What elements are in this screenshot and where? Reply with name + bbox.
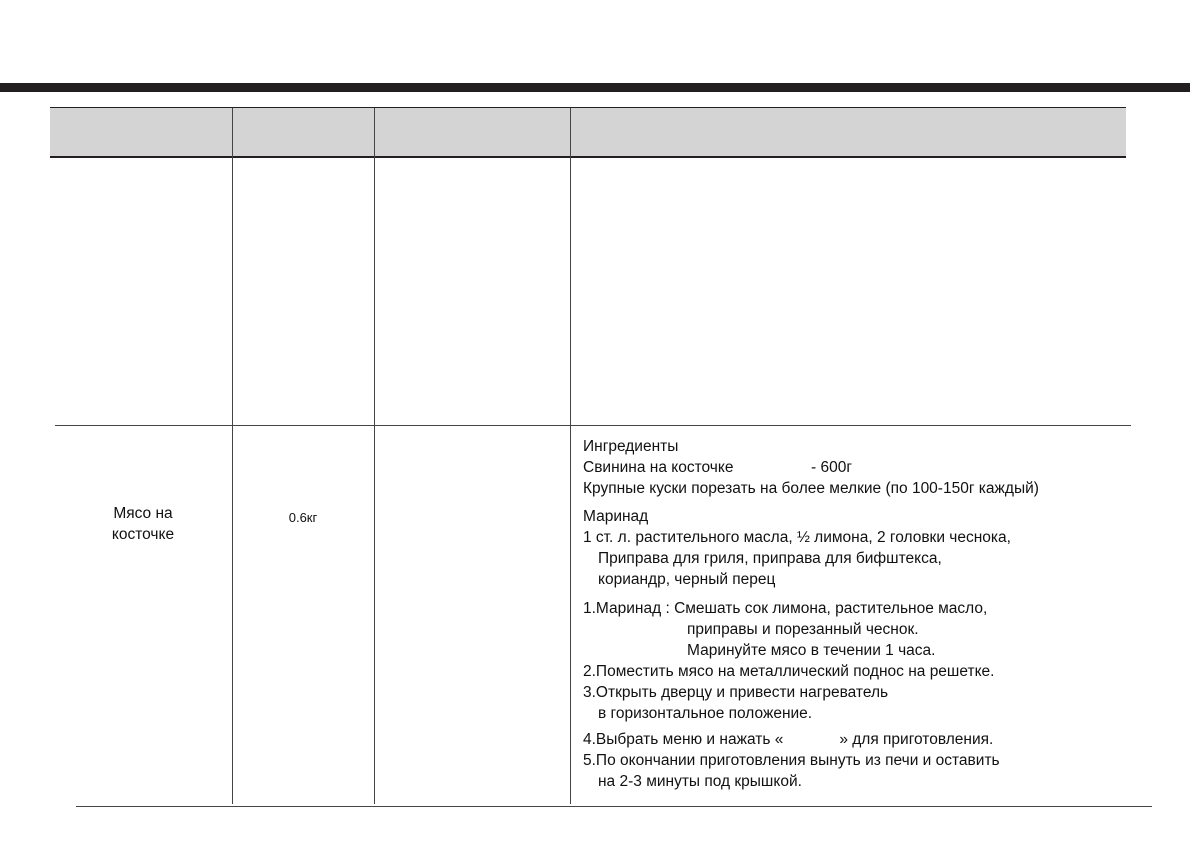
step-2-text: 2.Поместить мясо на металлический поднос на <box>583 663 930 680</box>
step-4 <box>583 729 993 750</box>
step-5-line-1: 5.По окончании приготовления вынуть из печи и оставить <box>583 752 1000 769</box>
marinade-line-1: 1 ст. л. растительного масла, ½ лимона, 2 головки чеснока, <box>583 529 1011 546</box>
column-divider-1 <box>232 108 233 804</box>
ingredient-pork-name: Свинина на косточке <box>583 459 734 476</box>
step-1-verb: Смешать <box>674 600 741 617</box>
step-1-prefix: 1.Маринад : <box>583 600 675 617</box>
column-divider-3 <box>570 108 571 804</box>
step-2-period: . <box>990 663 995 680</box>
dish-name-line1: Мясо на <box>113 505 173 522</box>
step-1-line-1 <box>583 598 987 619</box>
top-decorative-bar <box>0 83 1190 92</box>
step-1-rest: сок лимона, растительное масло, <box>740 600 988 617</box>
step-4-end: » для приготовления. <box>839 731 994 748</box>
step-1-line-2: приправы и порезанный чеснок. <box>687 621 919 638</box>
weight-cell: 0.6кг <box>288 510 318 525</box>
step-3-line-2: в горизонтальное положение. <box>598 705 813 722</box>
table-header-row <box>50 108 1126 156</box>
step-3-line-1: 3.Открыть дверцу и привести нагреватель <box>583 684 889 701</box>
marinade-line-3: кориандр, черный перец <box>598 571 776 588</box>
ingredient-pork-amount: - 600г <box>811 459 852 476</box>
table-header-bottom-border <box>50 156 1126 158</box>
ingredients-title: Ингредиенты <box>583 438 679 455</box>
step-2 <box>583 661 994 682</box>
marinade-title: Маринад <box>583 508 649 525</box>
dish-name-cell <box>60 503 226 545</box>
ingredient-cut-note: Крупные куски порезать на более мелкие (по 100-150г каждый) <box>583 480 1039 497</box>
step-2-rack: решетке <box>929 663 991 680</box>
step-5-line-2: на 2-3 минуты под крышкой. <box>598 773 802 790</box>
step-1-line-3: Маринуйте мясо в течении 1 часа. <box>687 642 936 659</box>
step-4-start: 4.Выбрать меню и нажать « <box>583 731 784 748</box>
marinade-line-2: Приправа для гриля, приправа для бифштекса, <box>598 550 942 567</box>
row-divider <box>55 425 1131 426</box>
dish-name-line2: косточке <box>111 526 175 543</box>
table-bottom-border <box>76 806 1152 807</box>
column-divider-2 <box>374 108 375 804</box>
